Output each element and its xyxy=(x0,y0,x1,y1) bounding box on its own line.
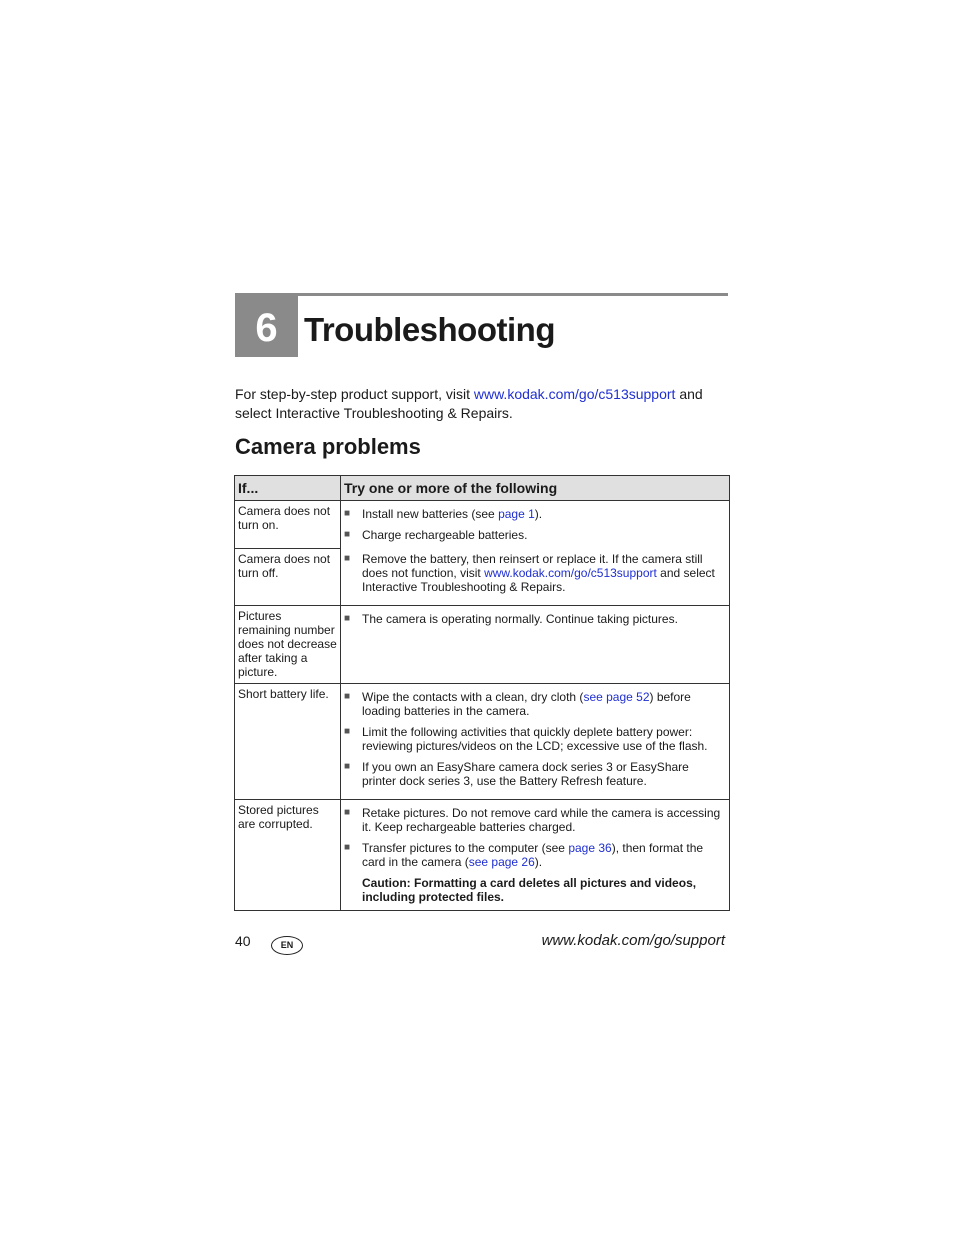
item-text: If you own an EasyShare camera dock series 3 or EasyShare printer dock series 3, use the Battery Refresh feature. xyxy=(362,760,689,788)
troubleshooting-table xyxy=(234,475,730,911)
caution-note: Caution: Formatting a card deletes all pictures and videos, including protected files. xyxy=(362,876,697,904)
item-text: The camera is operating normally. Continue taking pictures. xyxy=(362,612,678,626)
list-item xyxy=(344,760,723,788)
problem-cell: Stored pictures are corrupted. xyxy=(235,800,341,911)
page-link[interactable]: see page 52 xyxy=(583,690,650,704)
language-badge: EN xyxy=(271,936,303,955)
support-link[interactable]: www.kodak.com/go/c513support xyxy=(473,386,676,402)
item-text: Limit the following activities that quickly deplete battery power: reviewing pictures/videos on the LCD; excessive use of the flash. xyxy=(362,725,708,753)
page-link[interactable]: page 36 xyxy=(568,841,612,855)
list-item xyxy=(344,725,723,753)
page-title: Troubleshooting xyxy=(304,311,555,348)
item-text: Charge rechargeable batteries. xyxy=(362,528,528,542)
list-item xyxy=(344,841,723,869)
section-title: Camera problems xyxy=(235,434,421,459)
intro-paragraph xyxy=(235,385,725,423)
table-row xyxy=(235,501,730,549)
chapter-header xyxy=(235,293,728,357)
chapter-number: 6 xyxy=(235,293,298,357)
table-row xyxy=(235,800,730,911)
list-item xyxy=(344,507,723,521)
solution-cell xyxy=(341,606,730,684)
footer-url: www.kodak.com/go/support xyxy=(541,932,725,949)
solution-cell xyxy=(341,684,730,800)
intro-text: For step-by-step product support, visit xyxy=(235,386,474,402)
header-try: Try one or more of the following xyxy=(341,476,730,501)
table-row xyxy=(235,606,730,684)
item-text: Wipe the contacts with a clean, dry cloth ( xyxy=(362,690,584,704)
header-if: If... xyxy=(235,476,341,501)
item-text: ), then format the card in the camera ( xyxy=(362,841,704,869)
page-number: 40 xyxy=(235,933,251,949)
item-text: Retake pictures. Do not remove card while the camera is accessing it. Keep rechargeable batteries charged. xyxy=(362,806,721,834)
problem-cell: Camera does not turn off. xyxy=(235,549,341,606)
square-bullet-icon: ■ xyxy=(344,726,351,737)
page-link[interactable]: page 1 xyxy=(498,507,535,521)
list-item xyxy=(344,806,723,834)
problem-cell: Pictures remaining number does not decrease after taking a picture. xyxy=(235,606,341,684)
square-bullet-icon: ■ xyxy=(344,508,351,519)
item-text: Transfer pictures to the computer (see xyxy=(362,841,569,855)
table-header-row xyxy=(235,476,730,501)
support-link[interactable]: www.kodak.com/go/c513support xyxy=(484,566,657,580)
square-bullet-icon: ■ xyxy=(344,807,351,818)
square-bullet-icon: ■ xyxy=(344,761,351,772)
list-item xyxy=(344,552,723,594)
problem-cell: Camera does not turn on. xyxy=(235,501,341,549)
square-bullet-icon: ■ xyxy=(344,613,351,624)
list-item xyxy=(344,528,723,542)
list-item xyxy=(344,612,723,626)
solution-cell xyxy=(341,800,730,911)
item-text: Remove the battery, then reinsert or replace it. If the camera still does not function, visit xyxy=(362,552,703,580)
square-bullet-icon: ■ xyxy=(344,842,351,853)
problem-cell: Short battery life. xyxy=(235,684,341,800)
intro-text-end: and select Interactive Troubleshooting & Repairs. xyxy=(235,386,703,421)
item-text: ). xyxy=(534,855,543,869)
item-text: ) before loading batteries in the camera. xyxy=(362,690,691,718)
table-row xyxy=(235,684,730,800)
list-item xyxy=(344,690,723,718)
square-bullet-icon: ■ xyxy=(344,553,351,564)
solution-cell xyxy=(341,501,730,606)
item-text: and select Interactive Troubleshooting & Repairs. xyxy=(362,566,715,594)
chapter-rule xyxy=(235,293,728,296)
square-bullet-icon: ■ xyxy=(344,529,351,540)
square-bullet-icon: ■ xyxy=(344,691,351,702)
item-text: ). xyxy=(534,507,543,521)
item-text: Install new batteries (see xyxy=(362,507,499,521)
page-link[interactable]: see page 26 xyxy=(468,855,535,869)
